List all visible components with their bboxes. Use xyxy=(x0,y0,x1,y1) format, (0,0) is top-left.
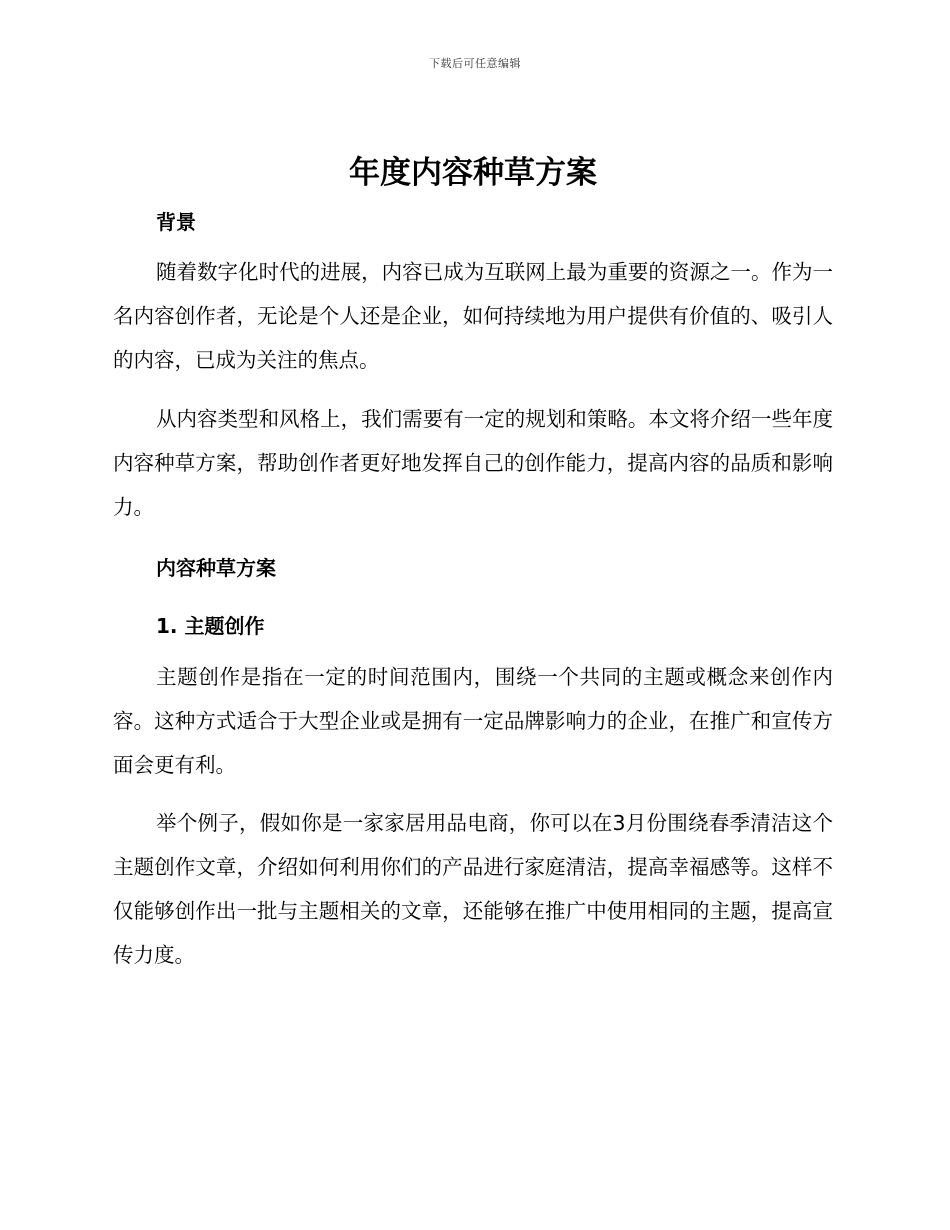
document-body xyxy=(113,150,833,977)
section-plan xyxy=(113,553,833,977)
section-background xyxy=(113,207,833,529)
header-note: 下载后可任意编辑 xyxy=(429,57,521,70)
subsection-heading-theme: 1. 主题创作 xyxy=(156,614,265,638)
paragraph: 从内容类型和风格上，我们需要有一定的规划和策略。本文将介绍一些年度内容种草方案，帮助创作者更好地发挥自己的创作能力，提高内容的品质和影响力。 xyxy=(113,407,833,519)
section-heading-background: 背景 xyxy=(156,210,196,234)
section-heading-plan: 内容种草方案 xyxy=(156,556,276,580)
paragraph: 主题创作是指在一定的时间范围内，围绕一个共同的主题或概念来创作内容。这种方式适合于大型企业或是拥有一定品牌影响力的企业，在推广和宣传方面会更有利。 xyxy=(113,665,833,777)
document-title: 年度内容种草方案 xyxy=(349,155,597,191)
paragraph: 随着数字化时代的进展，内容已成为互联网上最为重要的资源之一。作为一名内容创作者，无论是个人还是企业，如何持续地为用户提供有价值的、吸引人的内容，已成为关注的焦点。 xyxy=(113,260,833,372)
paragraph: 举个例子，假如你是一家家居用品电商，你可以在3月份围绕春季清洁这个主题创作文章，介绍如何利用你们的产品进行家庭清洁，提高幸福感等。这样不仅能够创作出一批与主题相关的文章，还能够在推广中使用相同的主题，提高宣传力度。 xyxy=(113,811,833,967)
